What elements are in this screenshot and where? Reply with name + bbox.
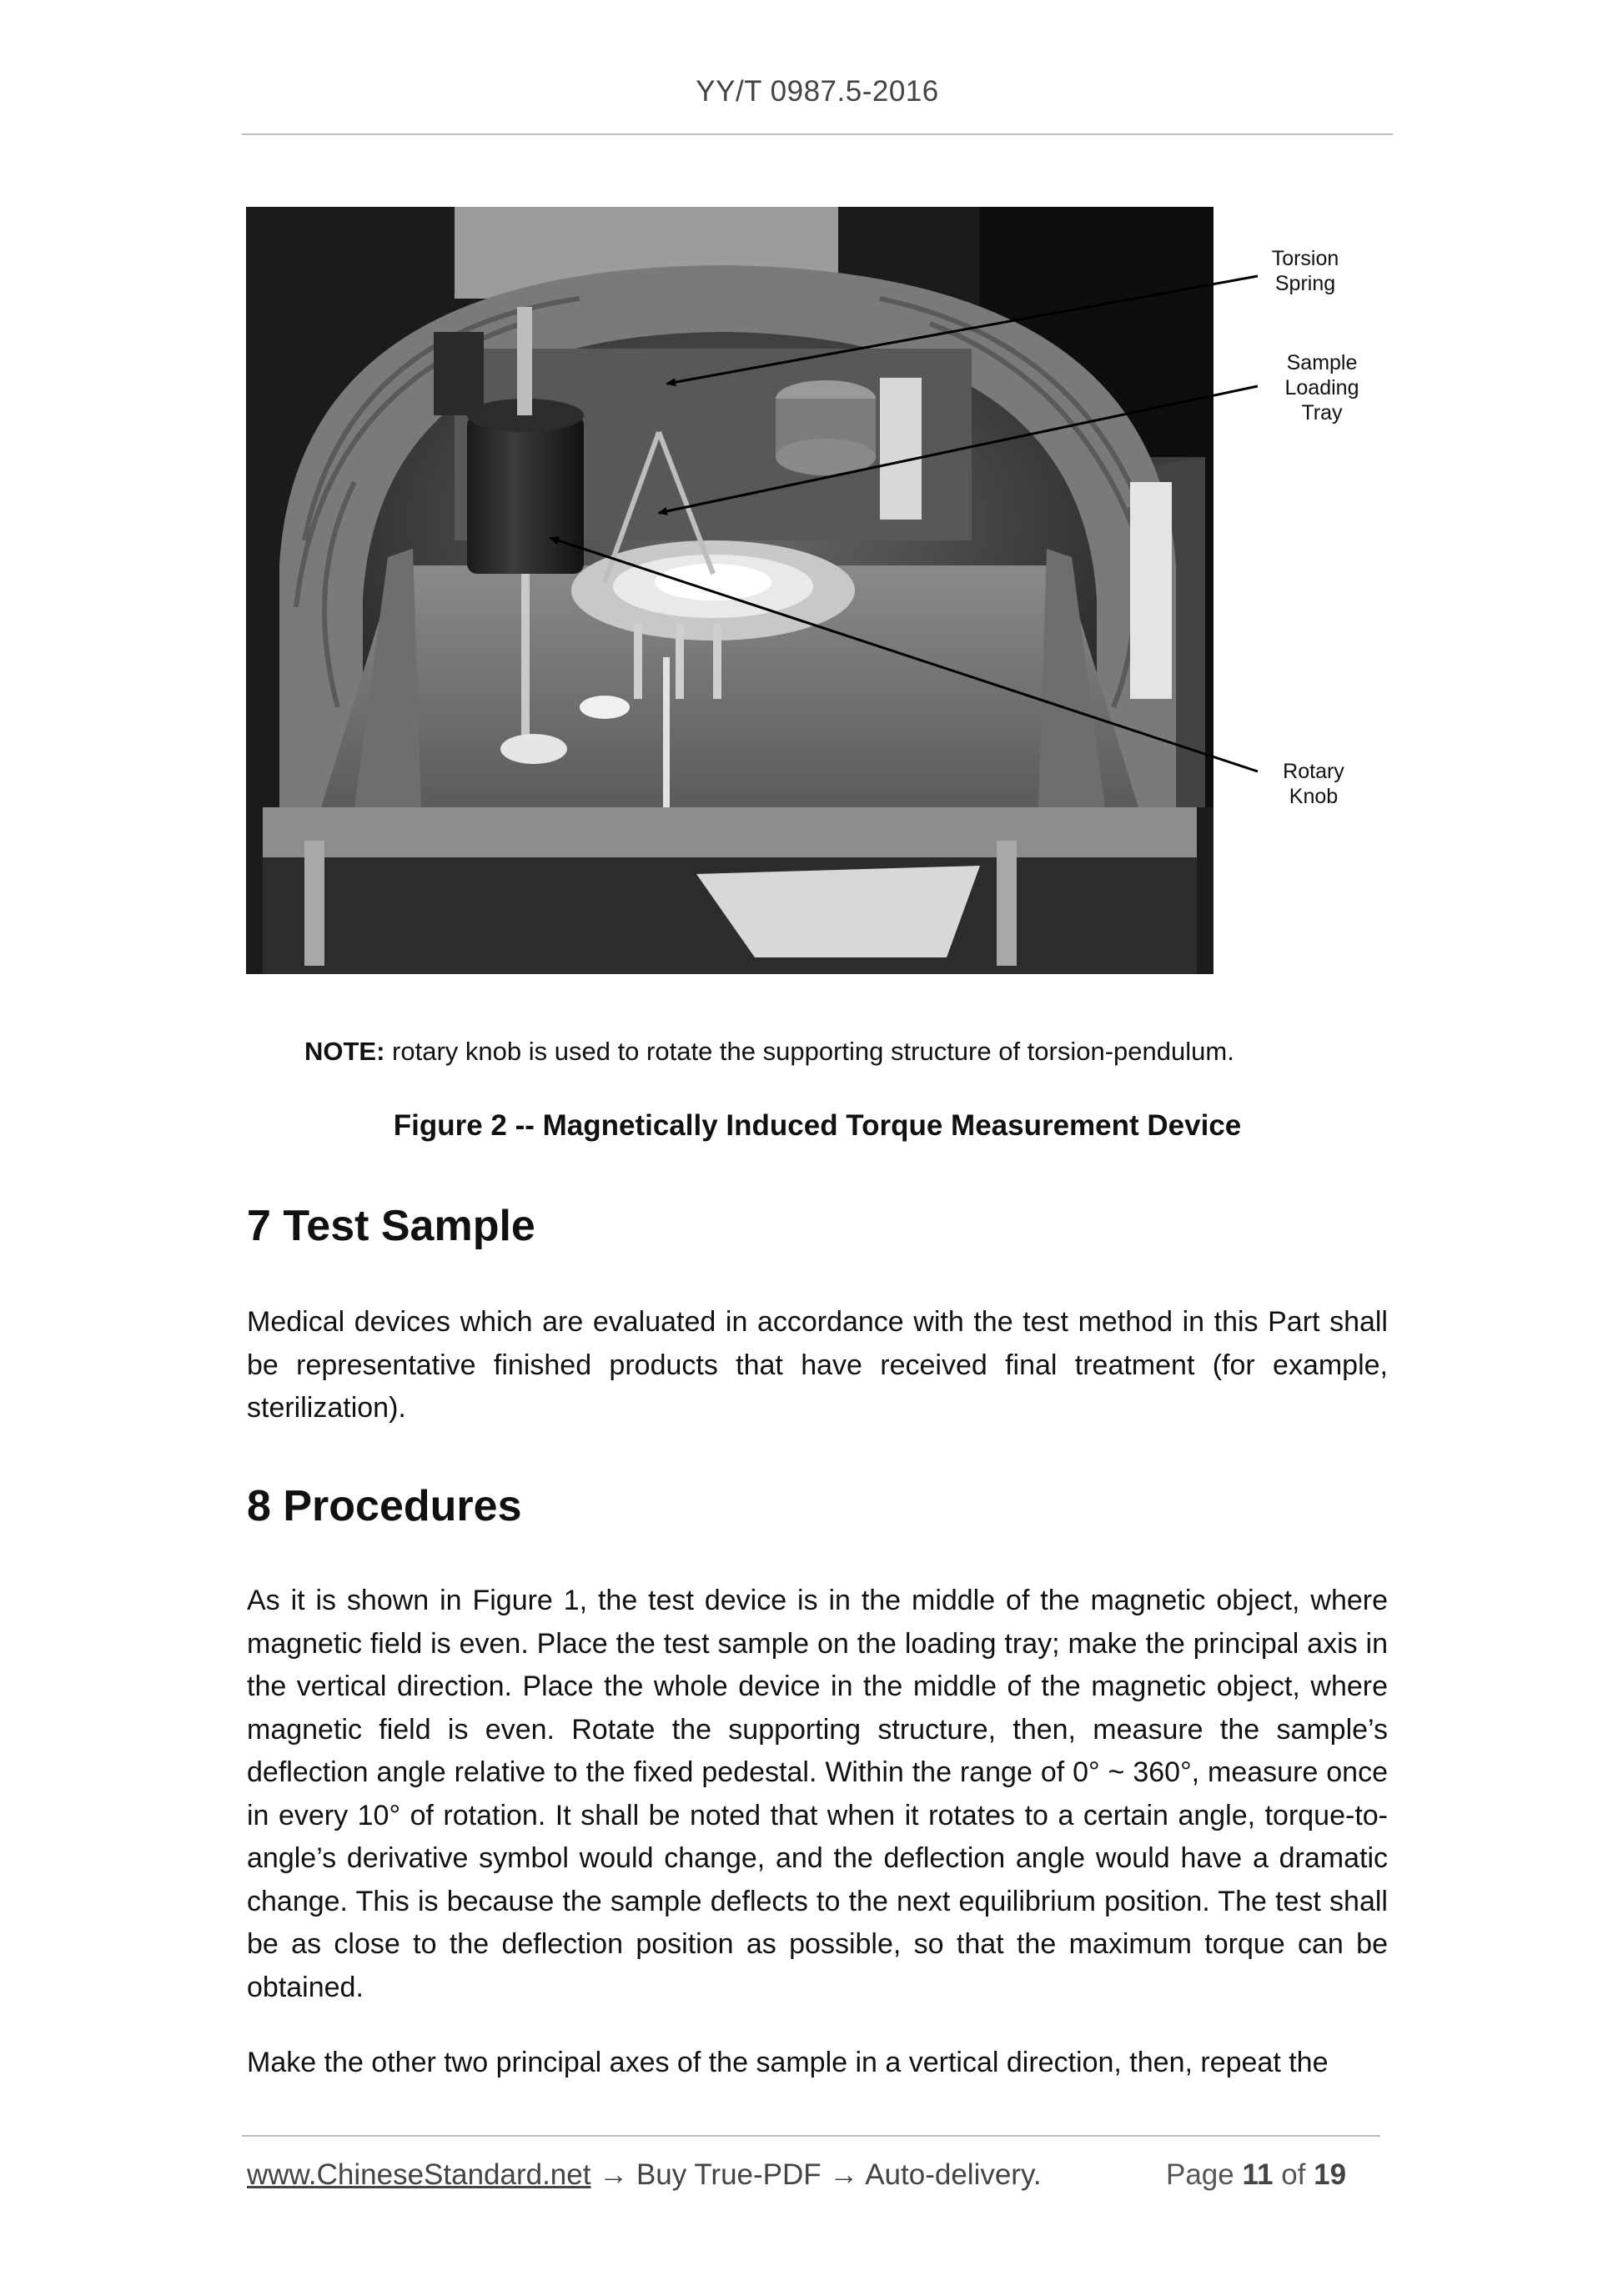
buy-true-pdf-text: Buy True-PDF (636, 2158, 822, 2191)
sample-tray-leader (659, 386, 1258, 513)
website-link[interactable]: www.ChineseStandard.net (247, 2158, 591, 2191)
of-word: of (1281, 2158, 1306, 2191)
section-heading-procedures: 8 Procedures (247, 1482, 522, 1530)
rotary-knob-label: Rotary Knob (1283, 760, 1344, 808)
auto-delivery-text: Auto-delivery. (865, 2158, 1042, 2191)
arrow-icon: → (599, 2158, 629, 2191)
procedures-paragraph-2: Make the other two principal axes of the sample in a vertical direction, then, repeat the (247, 2047, 1329, 2078)
page-indicator (1166, 2158, 1346, 2192)
arrow-icon: → (829, 2158, 859, 2191)
torsion-spring-label: Torsion Spring (1271, 247, 1339, 295)
procedures-paragraph-1: As it is shown in Figure 1, the test device is in the middle of the magnetic object, where magnetic field is even. Place the test sample on the loading tray; make the principal axis in the vertical direction. Place the whole device in the middle of the magnetic object, where magnetic field is even. Rotate the supporting structure, then, measure the sample’s deflection angle relative to the fixed pedestal. Within the range of 0° ~ 360°, measure once in every 10° of rotation. It shall be noted that when it rotates to a certain angle, torque-to-angle’s derivative symbol would change, and the deflection angle would have a dramatic change. This is because the sample deflects to the next equilibrium position. The test shall be as close to the deflection position as possible, so that the maximum torque can be obtained. (247, 1585, 1388, 2003)
page-total: 19 (1314, 2158, 1347, 2191)
page-current: 11 (1242, 2158, 1274, 2191)
footer-promo (247, 2158, 1042, 2192)
page-word: Page (1166, 2158, 1234, 2191)
sample-loading-tray-label: Sample Loading Tray (1284, 351, 1359, 425)
torsion-spring-leader (667, 276, 1258, 384)
note-text: rotary knob is used to rotate the supporting structure of torsion-pendulum. (384, 1037, 1234, 1066)
figure-caption: Figure 2 -- Magnetically Induced Torque Measurement Device (393, 1109, 1242, 1142)
figure-note (304, 1037, 1234, 1067)
rotary-knob-leader (550, 538, 1258, 771)
test-sample-paragraph: Medical devices which are evaluated in accordance with the test method in this Part shall be representative finished products that have received final treatment (for example, sterilization). (247, 1306, 1388, 1424)
footer-divider (242, 2135, 1380, 2137)
note-label: NOTE: (304, 1037, 385, 1066)
document-id-header: YY/T 0987.5-2016 (696, 75, 939, 108)
section-heading-test-sample: 7 Test Sample (247, 1202, 535, 1250)
